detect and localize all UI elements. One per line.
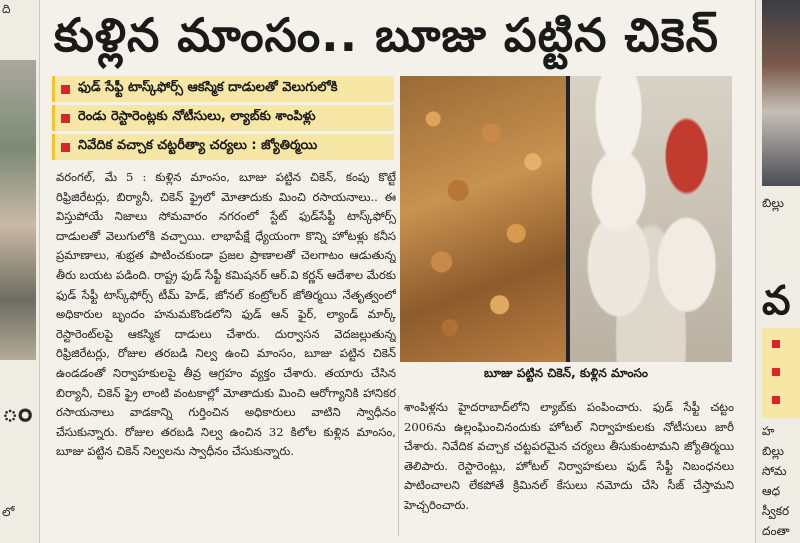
right-adjacent-article	[755, 0, 800, 543]
news-article	[40, 0, 755, 543]
right-strip-line: హ	[762, 424, 775, 438]
bullet-marker-icon	[61, 143, 70, 152]
bullet-text: నివేదిక వచ్చాక చట్టరీత్యా చర్యలు : జ్యోతిర్మయి	[78, 138, 318, 153]
article-photo	[400, 76, 732, 362]
photo-caption: బూజు పట్టిన చికెన్, కుళ్లిన మాంసం	[484, 366, 648, 380]
right-strip-caption: బిల్లు	[762, 196, 784, 210]
highlight-bullet	[52, 76, 394, 102]
left-strip-text-top: ది	[2, 2, 11, 16]
right-strip-line: దంతా	[762, 524, 790, 538]
bullet-marker-icon	[61, 114, 70, 123]
article-body-column-2: శాంపిళ్లను హైదరాబాద్‌లోని ల్యాబ్‌కు పంపించారు. ఫుడ్ సేఫ్టీ చట్టం 2006ను ఉల్లంఘించినందుకు హోటల్ నిర్వాహకులకు నోటీసులు జారీ చేశారు. నివేదిక వచ్చాక చట్టపరమైన చర్యలు తీసుకుంటామని జ్యోతిర్మయి తెలిపారు. రెస్టారెంట్లు, హోటల్ నిర్వాహకులు ఫుడ్ సేఫ్టీ నిబంధనలు పాటించాలని లేకపోతే క్రిమినల్ కేసులు నమోదు చేసి సీజ్ చేస్తామని హెచ్చరించారు.	[404, 400, 734, 512]
bullet-marker-icon	[61, 85, 70, 94]
right-strip-line: సోమ	[762, 464, 787, 478]
right-strip-line: బిల్లు	[762, 444, 784, 458]
highlight-bullets	[52, 76, 394, 163]
moldy-chicken-photo	[400, 76, 566, 362]
article-headline: కుళ్లిన మాంసం.. బూజు పట్టిన చికెన్	[54, 8, 719, 62]
bullet-marker-icon	[772, 396, 780, 404]
bullet-text: ఫుడ్ సేఫ్టీ టాస్క్‌ఫోర్స్ ఆకస్మిక దాడులతో వెలుగులోకి	[78, 80, 338, 95]
right-adjacent-photo	[762, 0, 800, 186]
left-adjacent-photo	[0, 60, 36, 360]
left-adjacent-article	[0, 0, 40, 543]
bullet-marker-icon	[772, 340, 780, 348]
right-strip-line: స్వీకర	[762, 504, 790, 518]
right-strip-highlight	[762, 328, 800, 418]
rotten-meat-bags-photo	[570, 76, 732, 362]
left-strip-text-middle: ం	[2, 395, 33, 428]
left-strip-text-bottom: లో	[2, 505, 15, 519]
bullet-text: రెండు రెస్టారెంట్లకు నోటీసులు, ల్యాబ్‌కు శాంపిళ్లు	[78, 109, 316, 124]
article-body-column-1: వరంగల్, మే 5 : కుళ్లిన మాంసం, బూజు పట్టిన చికెన్, కంపు కొట్టే రిఫ్రిజిరేటర్లు, బిర్యానీ, చికెన్ ఫ్రైలో మోతాదుకు మించి రసాయనాలు.. ఈ విస్తుపోయే నిజాలు సోమవారం నగరంలో స్టేట్ ఫుడ్‌సేఫ్టీ టాస్క్‌ఫోర్స్ దాడులతో వెలుగులోకి వచ్చాయి. లాభాపేక్షే ధ్యేయంగా కొన్ని హోటళ్లు కనీస ప్రమాణాలు, శుభ్రత పాటించకుండా ప్రజల ప్రాణాలతో చెలగాటం ఆడుతున్న తీరు బయట పడింది. రాష్ట్ర ఫుడ్ సేఫ్టీ కమిషనర్ ఆర్.వి కర్ణన్ ఆదేశాల మేరకు ఫుడ్ సేఫ్టీ టాస్క్‌ఫోర్స్ టీమ్ హెడ్, జోనల్ కంట్రోలర్ జోతిర్మయి నేతృత్వంలో అధికారుల బృందం హనుమకొండలోని ఫుడ్ ఆన్ ఫైర్, ల్యాండ్ మార్క్ రెస్టారెంట్‌లపై ఆకస్మిక దాడులు చేశారు. దుర్వాసన వెదజల్లుతున్న రిఫ్రిజిరేటర్లు, రోజుల తరబడి నిల్వ ఉంచి మాంసం, బూజు పట్టిన చికెన్ ఉండడంతో నిర్వాహకులపై తీవ్ర ఆగ్రహం వ్యక్తం చేశారు. తయారు చేసిన బిర్యానీ, చికెన్ ఫ్రై లాంటి వంటకాల్లో మోతాదుకు మించి ఆరోగ్యానికి హానికర రసాయనాలు వాడకాన్ని గుర్తించిన అధికారులు వాటిని స్వాధీనం చేసుకున్నారు. రోజుల తరబడి నిల్వ ఉంచిన 32 కిలోల కుళ్లిన మాంసం, బూజు పట్టిన చికెన్ నిల్వలను స్వాధీనం చేసుకున్నారు.	[56, 170, 396, 459]
bullet-marker-icon	[772, 368, 780, 376]
right-strip-headline: వ	[762, 278, 791, 324]
column-divider	[398, 396, 399, 536]
highlight-bullet	[52, 105, 394, 131]
highlight-bullet	[52, 134, 394, 160]
right-strip-line: ఆధ	[762, 484, 781, 498]
